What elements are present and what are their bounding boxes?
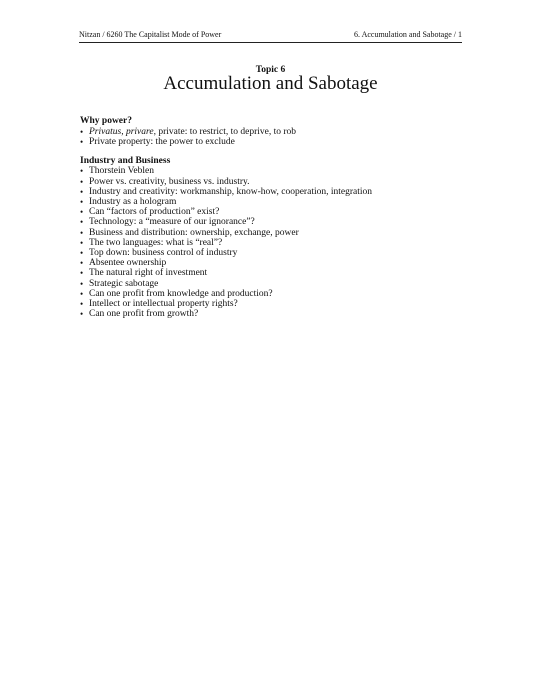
- section-heading: Why power?: [80, 116, 132, 126]
- item-text: Industry as a hologram: [89, 197, 177, 208]
- list-item: [80, 217, 480, 227]
- list-item: [80, 309, 480, 319]
- list-item: [80, 127, 480, 137]
- topic-label: Topic 6: [255, 65, 286, 75]
- bullet-icon: •: [80, 197, 84, 208]
- list-item: [80, 207, 480, 217]
- list-item: [80, 248, 480, 258]
- bullet-icon: •: [80, 227, 84, 238]
- header-right: 6. Accumulation and Sabotage / 1: [354, 30, 462, 39]
- item-text: Industry and creativity: workmanship, know-how, cooperation, integration: [89, 186, 372, 197]
- bullet-icon: •: [80, 237, 84, 248]
- bullet-list: [80, 166, 480, 319]
- item-text: Power vs. creativity, business vs. industry.: [89, 176, 250, 187]
- list-item: [80, 177, 480, 187]
- bullet-icon: •: [80, 217, 84, 228]
- page-title: Accumulation and Sabotage: [163, 73, 378, 94]
- list-item: [80, 137, 480, 147]
- bullet-icon: •: [80, 136, 84, 147]
- item-text: Can “factors of production” exist?: [89, 207, 220, 218]
- bullet-icon: •: [80, 258, 84, 269]
- item-text: Top down: business control of industry: [89, 248, 238, 259]
- item-text: The natural right of investment: [89, 268, 208, 279]
- item-text: Technology: a “measure of our ignorance”?: [89, 217, 255, 228]
- item-text: Private property: the power to exclude: [89, 136, 235, 147]
- item-text: , private: to restrict, to deprive, to rob: [153, 126, 297, 137]
- item-text: Can one profit from growth?: [89, 309, 199, 320]
- section-industry-business: [80, 156, 480, 320]
- item-text: Thorstein Veblen: [89, 166, 154, 177]
- list-item: [80, 197, 480, 207]
- bullet-icon: •: [80, 126, 84, 137]
- item-italic: Privatus, privare: [89, 126, 154, 137]
- bullet-icon: •: [80, 207, 84, 218]
- content: [80, 116, 480, 328]
- item-text: Strategic sabotage: [89, 278, 159, 289]
- list-item: [80, 258, 480, 268]
- bullet-icon: •: [80, 248, 84, 259]
- bullet-list: [80, 127, 480, 147]
- bullet-icon: •: [80, 288, 84, 299]
- list-item: [80, 289, 480, 299]
- bullet-icon: •: [80, 186, 84, 197]
- item-text: Can one profit from knowledge and production?: [89, 288, 273, 299]
- list-item: [80, 299, 480, 309]
- bullet-icon: •: [80, 278, 84, 289]
- page-header: [79, 30, 462, 43]
- section-why-power: [80, 116, 480, 147]
- list-item: [80, 228, 480, 238]
- list-item: [80, 268, 480, 278]
- item-text: Business and distribution: ownership, exchange, power: [89, 227, 299, 238]
- section-heading: Industry and Business: [80, 155, 171, 166]
- list-item: [80, 187, 480, 197]
- list-item: [80, 238, 480, 248]
- item-text: The two languages: what is “real”?: [89, 237, 223, 248]
- bullet-icon: •: [80, 309, 84, 320]
- bullet-icon: •: [80, 268, 84, 279]
- list-item: [80, 279, 480, 289]
- bullet-icon: •: [80, 299, 84, 310]
- item-text: Absentee ownership: [89, 258, 167, 269]
- header-left: Nitzan / 6260 The Capitalist Mode of Power: [79, 30, 222, 39]
- list-item: [80, 166, 480, 176]
- item-text: Intellect or intellectual property rights?: [89, 299, 238, 310]
- bullet-icon: •: [80, 176, 84, 187]
- bullet-icon: •: [80, 166, 84, 177]
